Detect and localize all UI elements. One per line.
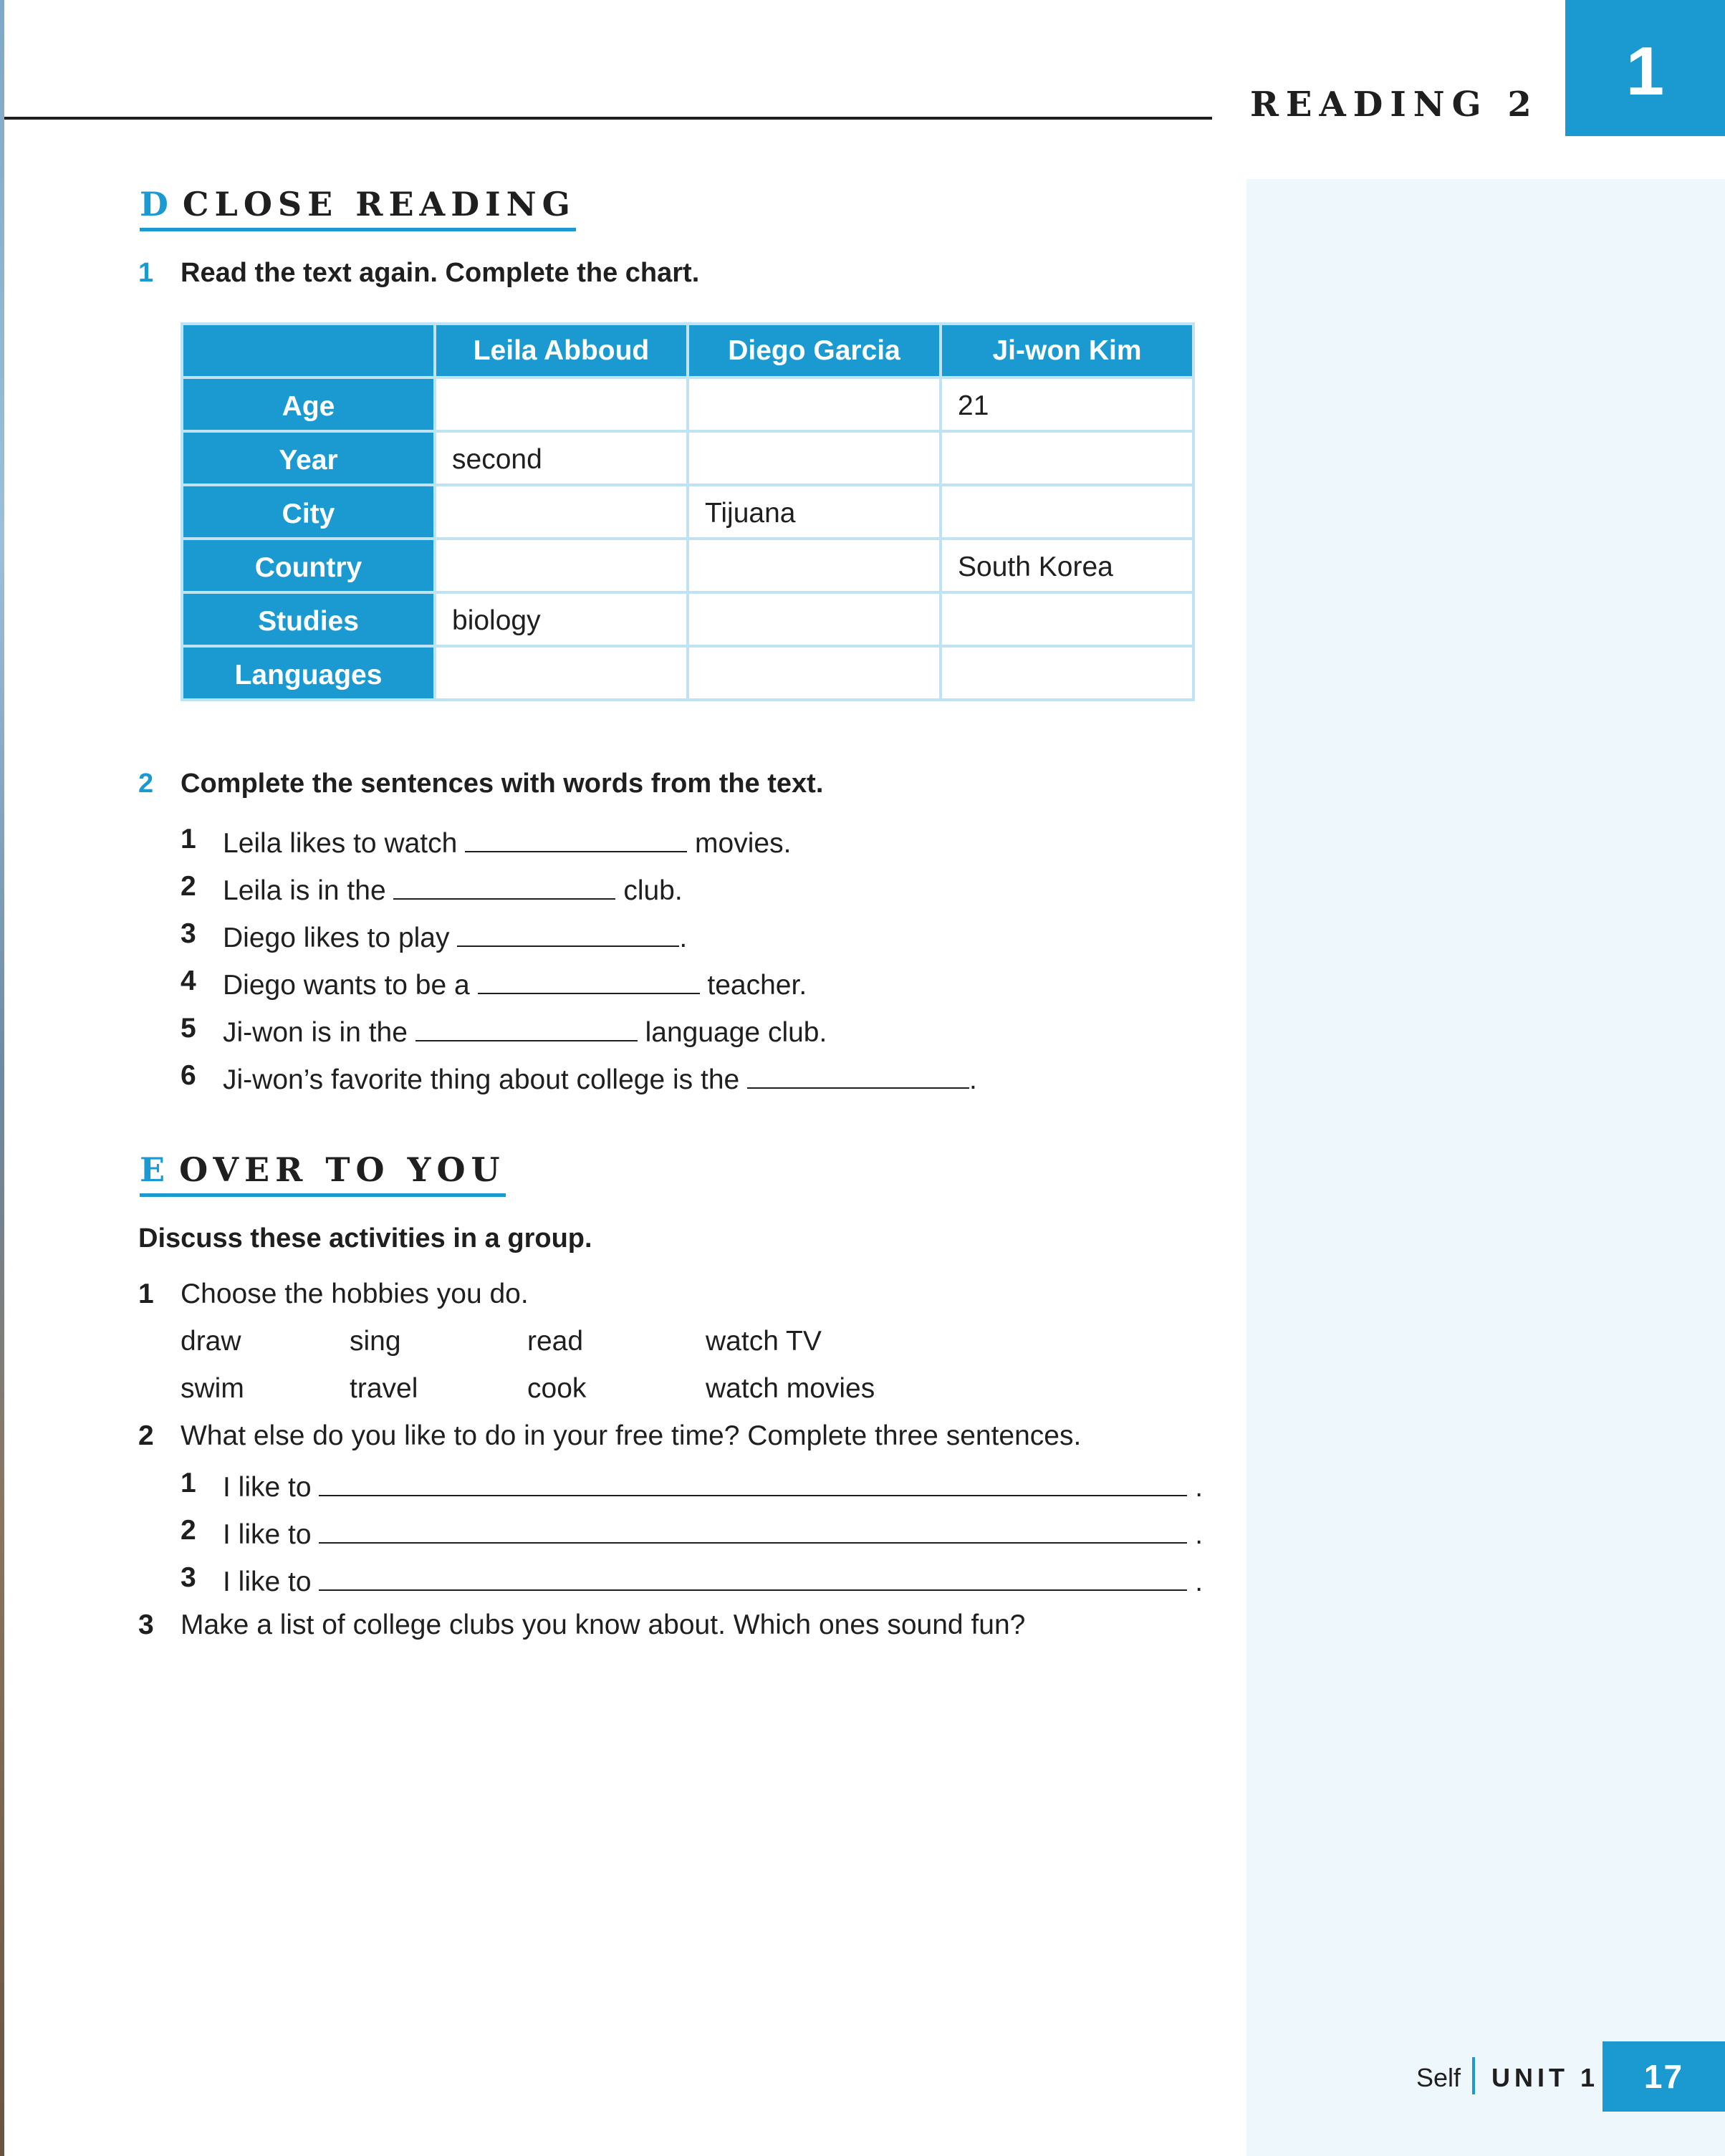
ex2-item — [223, 871, 683, 907]
q2-item-number: 1 — [181, 1468, 196, 1498]
chart-cell[interactable] — [688, 646, 941, 700]
chart-cell[interactable] — [941, 431, 1193, 485]
ex1-instruction: Read the text again. Complete the chart. — [181, 258, 700, 288]
chart-row-age — [182, 377, 1193, 431]
chart-cell[interactable] — [435, 646, 688, 700]
answer-blank[interactable] — [415, 1013, 638, 1041]
chart-row-label: Age — [182, 377, 435, 431]
q2-item-text: I like to — [223, 1519, 312, 1550]
q1-text: Choose the hobbies you do. — [181, 1279, 529, 1309]
photo-edge-strip — [0, 0, 4, 2156]
ex2-item-before: Ji-won’s favorite thing about college is the — [223, 1064, 740, 1095]
hobby-option[interactable]: draw — [181, 1326, 241, 1357]
chart-cell: biology — [435, 592, 688, 646]
unit-number-tab: 1 — [1565, 0, 1725, 136]
ex2-item-number: 4 — [181, 966, 196, 996]
section-e-heading — [140, 1150, 506, 1197]
hobby-option[interactable]: cook — [527, 1373, 587, 1404]
q1-number: 1 — [138, 1279, 154, 1309]
ex2-item-before: Diego likes to play — [223, 923, 450, 953]
chart-cell: 21 — [941, 377, 1193, 431]
hobby-option[interactable]: watch TV — [706, 1326, 822, 1357]
section-d-title: CLOSE READING — [182, 185, 576, 223]
ex2-item — [223, 824, 791, 860]
q2-item — [223, 1468, 1203, 1503]
section-e-instruction: Discuss these activities in a group. — [138, 1223, 592, 1253]
answer-blank[interactable] — [465, 824, 687, 852]
ex1-number: 1 — [138, 258, 154, 288]
chart-cell[interactable] — [688, 377, 941, 431]
chart-cell[interactable] — [435, 377, 688, 431]
chart-cell: second — [435, 431, 688, 485]
chart-row-label: Year — [182, 431, 435, 485]
ex2-item-after: teacher. — [707, 970, 807, 1001]
chart-corner — [182, 324, 435, 377]
page-number: 17 — [1603, 2041, 1725, 2112]
footer-unit-label: UNIT 1 — [1491, 2063, 1600, 2092]
ex2-item-after: . — [679, 923, 688, 953]
chart-col-header: Leila Abboud — [435, 324, 688, 377]
chart-row-label: Languages — [182, 646, 435, 700]
info-chart — [181, 322, 1195, 701]
chart-row-label: City — [182, 485, 435, 539]
hobby-option[interactable]: read — [527, 1326, 584, 1357]
chart-row-year — [182, 431, 1193, 485]
q2-item-text: I like to — [223, 1567, 312, 1597]
hobby-option[interactable]: swim — [181, 1373, 244, 1404]
chart-cell[interactable] — [435, 539, 688, 592]
answer-line[interactable] — [319, 1468, 1187, 1496]
chart-row-languages — [182, 646, 1193, 700]
ex2-item-number: 1 — [181, 824, 196, 855]
section-e-letter: E — [140, 1150, 171, 1189]
chart-cell[interactable] — [688, 592, 941, 646]
chart-cell[interactable] — [688, 431, 941, 485]
chart-cell[interactable] — [435, 485, 688, 539]
hobby-option[interactable]: sing — [350, 1326, 401, 1357]
ex2-item-after: movies. — [695, 828, 792, 859]
chart-col-header: Diego Garcia — [688, 324, 941, 377]
answer-line[interactable] — [319, 1562, 1187, 1591]
answer-line[interactable] — [319, 1515, 1187, 1544]
chart-header-row — [182, 324, 1193, 377]
ex2-number: 2 — [138, 769, 154, 799]
ex2-item-number: 5 — [181, 1013, 196, 1044]
ex2-instruction: Complete the sentences with words from the text. — [181, 769, 824, 799]
ex2-item-before: Diego wants to be a — [223, 970, 470, 1001]
ex2-item-before: Leila likes to watch — [223, 828, 458, 859]
chart-cell[interactable] — [941, 485, 1193, 539]
ex2-item-after: club. — [623, 875, 683, 906]
chart-cell: Tijuana — [688, 485, 941, 539]
answer-blank[interactable] — [478, 966, 700, 994]
chart-cell: South Korea — [941, 539, 1193, 592]
q2-text: What else do you like to do in your free time? Complete three sentences. — [181, 1420, 1082, 1451]
section-e-title: OVER TO YOU — [179, 1150, 506, 1189]
q2-number: 2 — [138, 1420, 154, 1451]
ex2-item — [223, 1013, 827, 1049]
ex2-item-before: Ji-won is in the — [223, 1017, 408, 1048]
q2-item-end: . — [1195, 1472, 1203, 1503]
ex2-item-before: Leila is in the — [223, 875, 386, 906]
ex2-item — [223, 1060, 977, 1096]
chart-col-header: Ji-won Kim — [941, 324, 1193, 377]
answer-blank[interactable] — [457, 918, 679, 947]
ex2-item — [223, 918, 687, 954]
section-d-heading — [140, 185, 576, 231]
chart-row-studies — [182, 592, 1193, 646]
q2-item-end: . — [1195, 1519, 1203, 1550]
q2-item-number: 3 — [181, 1562, 196, 1593]
chart-row-country — [182, 539, 1193, 592]
q2-item — [223, 1515, 1203, 1551]
q2-item — [223, 1562, 1203, 1598]
ex2-item-number: 2 — [181, 871, 196, 902]
section-d-letter: D — [140, 185, 174, 223]
ex2-item-after: . — [969, 1064, 977, 1095]
chart-row-label: Studies — [182, 592, 435, 646]
q3-number: 3 — [138, 1609, 154, 1640]
chart-cell[interactable] — [688, 539, 941, 592]
right-margin-panel — [1246, 179, 1725, 2156]
chart-cell[interactable] — [941, 592, 1193, 646]
q2-item-text: I like to — [223, 1472, 312, 1503]
reading-title: READING 2 — [1250, 85, 1539, 125]
footer-self-label: Self — [1416, 2063, 1461, 2092]
hobby-option[interactable]: watch movies — [706, 1373, 875, 1404]
q3-text: Make a list of college clubs you know about. Which ones sound fun? — [181, 1609, 1026, 1640]
chart-cell[interactable] — [941, 646, 1193, 700]
q2-item-end: . — [1195, 1567, 1203, 1597]
answer-blank[interactable] — [393, 871, 615, 900]
hobby-option[interactable]: travel — [350, 1373, 418, 1404]
answer-blank[interactable] — [747, 1060, 969, 1089]
ex2-item-number: 3 — [181, 918, 196, 949]
ex2-item — [223, 966, 807, 1001]
chart-row-city — [182, 485, 1193, 539]
chart-row-label: Country — [182, 539, 435, 592]
header-rule — [4, 117, 1212, 120]
q2-item-number: 2 — [181, 1515, 196, 1546]
footer-divider — [1472, 2057, 1475, 2094]
ex2-item-after: language club. — [645, 1017, 827, 1048]
ex2-item-number: 6 — [181, 1060, 196, 1091]
